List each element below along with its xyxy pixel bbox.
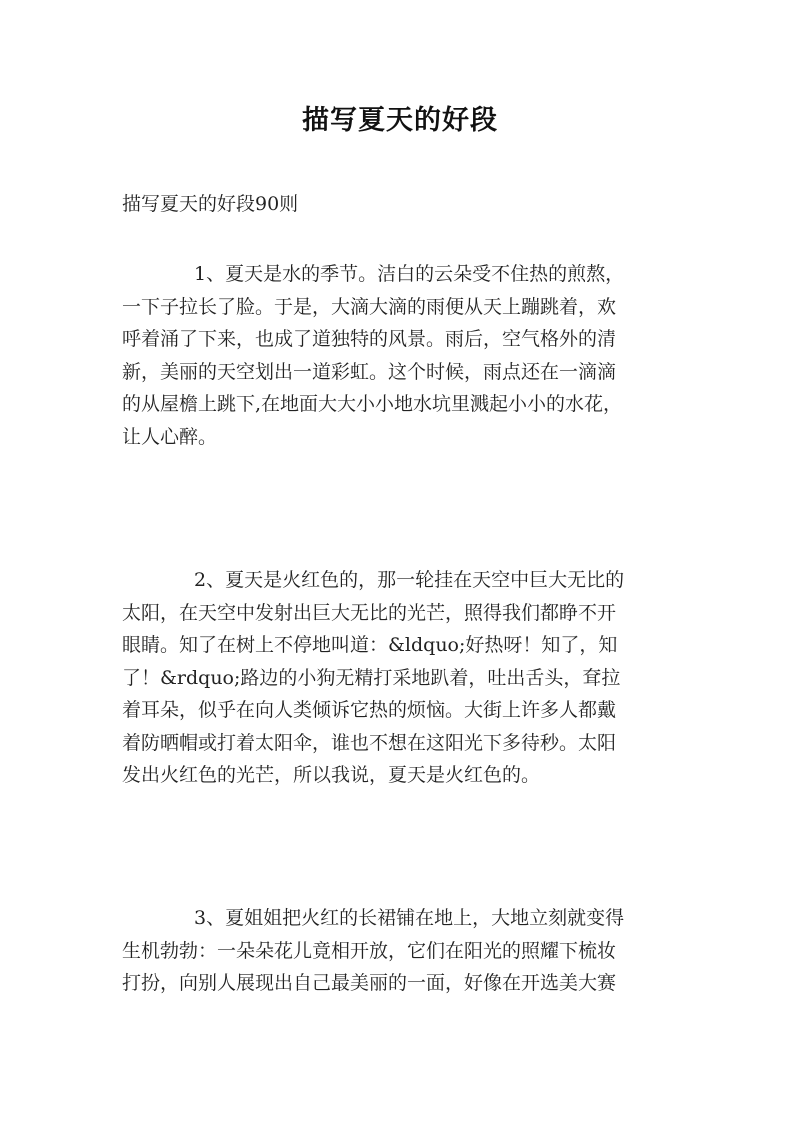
- paragraph-line: 3、夏姐姐把火红的长裙铺在地上，大地立刻就变得: [194, 907, 625, 929]
- paragraph-line: 让人心醉。: [122, 425, 218, 448]
- paragraph-line: 的从屋檐上跳下,在地面大大小小地水坑里溅起小小的水花，: [122, 393, 623, 415]
- paragraph-line: 一下子拉长了脸。于是，大滴大滴的雨便从天上蹦跳着，欢: [122, 295, 617, 318]
- paragraph-2: [122, 564, 682, 792]
- paragraph-line: 发出火红色的光芒，所以我说，夏天是火红色的。: [122, 764, 541, 786]
- paragraph-line: 1、夏天是水的季节。洁白的云朵受不住热的煎熬，: [194, 263, 625, 285]
- paragraph-line: 了！&rdquo;路边的小狗无精打采地趴着，吐出舌头，耷拉: [122, 666, 621, 689]
- paragraph-line: 着防晒帽或打着太阳伞，谁也不想在这阳光下多待秒。太阳: [122, 731, 617, 754]
- paragraph-3: [122, 902, 682, 1000]
- paragraph-line: 2、夏天是火红色的，那一轮挂在天空中巨大无比的: [194, 569, 625, 591]
- paragraph-line: 打扮，向别人展现出自己最美丽的一面，好像在开选美大赛: [122, 972, 617, 994]
- paragraph-line: 着耳朵，似乎在向人类倾诉它热的烦恼。大街上许多人都戴: [122, 699, 617, 721]
- paragraph-1: [122, 258, 682, 453]
- paragraph-line: 太阳，在天空中发射出巨大无比的光芒，照得我们都睁不开: [122, 601, 617, 624]
- page-title: 描写夏天的好段: [302, 105, 498, 136]
- paragraph-line: 新，美丽的天空划出一道彩虹。这个时候，雨点还在一滴滴: [122, 360, 617, 383]
- paragraph-line: 眼睛。知了在树上不停地叫道：&ldquo;好热呀！知了，知: [122, 634, 618, 656]
- paragraph-line: 生机勃勃：一朵朵花儿竟相开放，它们在阳光的照耀下梳妆: [122, 939, 617, 962]
- document-subtitle: 描写夏天的好段90则: [122, 193, 299, 215]
- paragraph-line: 呼着涌了下来，也成了道独特的风景。雨后，空气格外的清: [122, 328, 617, 350]
